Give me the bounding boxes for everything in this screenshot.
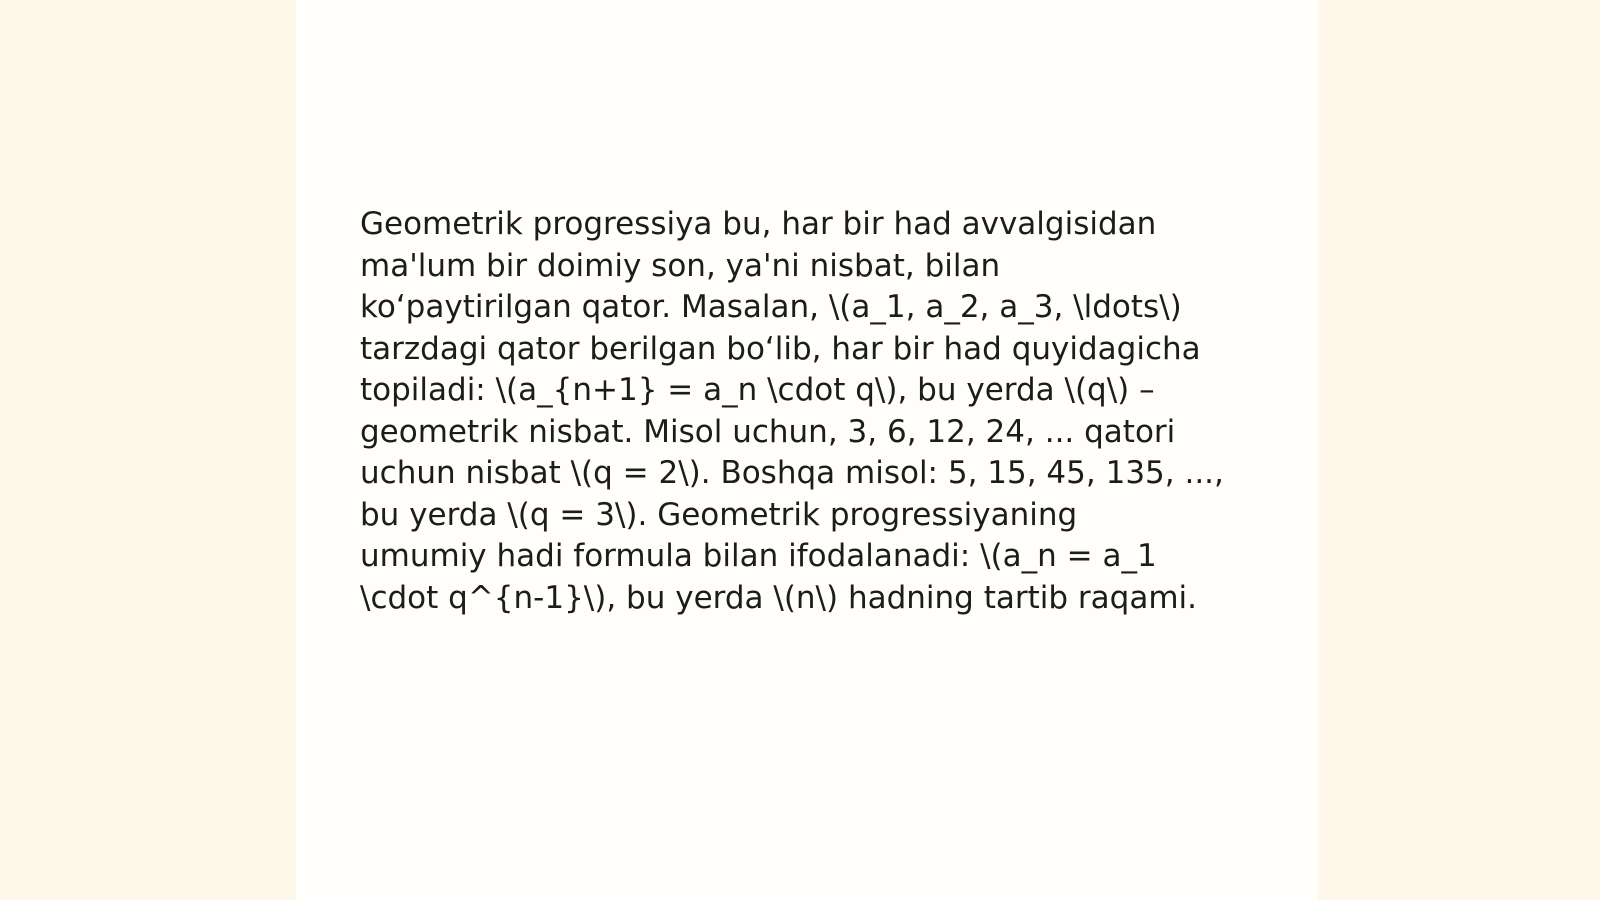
paragraph [360, 204, 1250, 619]
document-page [296, 0, 1318, 900]
paragraph-line: topiladi: \(a_{n+1} = a_n \cdot q\), bu yerda \(q\) – [360, 372, 1155, 408]
paragraph-line: ma'lum bir doimiy son, ya'ni nisbat, bilan [360, 247, 1001, 284]
paragraph-line: \cdot q^{n-1}\), bu yerda \(n\) hadning tartib raqami. [360, 579, 1197, 616]
paragraph-line: uchun nisbat \(q = 2\). Boshqa misol: 5, 15, 45, 135, ..., [360, 455, 1224, 491]
paragraph-line: tarzdagi qator berilgan bo‘lib, har bir had quyidagicha [360, 330, 1201, 367]
paragraph-line: geometrik nisbat. Misol uchun, 3, 6, 12, 24, ... qatori [360, 413, 1176, 450]
paragraph-line: ko‘paytirilgan qator. Masalan, \(a_1, a_2, a_3, \ldots\) [360, 289, 1182, 325]
paragraph-line: bu yerda \(q = 3\). Geometrik progressiyaning [360, 496, 1078, 533]
paragraph-line: umumiy hadi formula bilan ifodalanadi: \(a_n = a_1 [360, 538, 1157, 574]
paragraph-line: Geometrik progressiya bu, har bir had avvalgisidan [360, 206, 1157, 242]
